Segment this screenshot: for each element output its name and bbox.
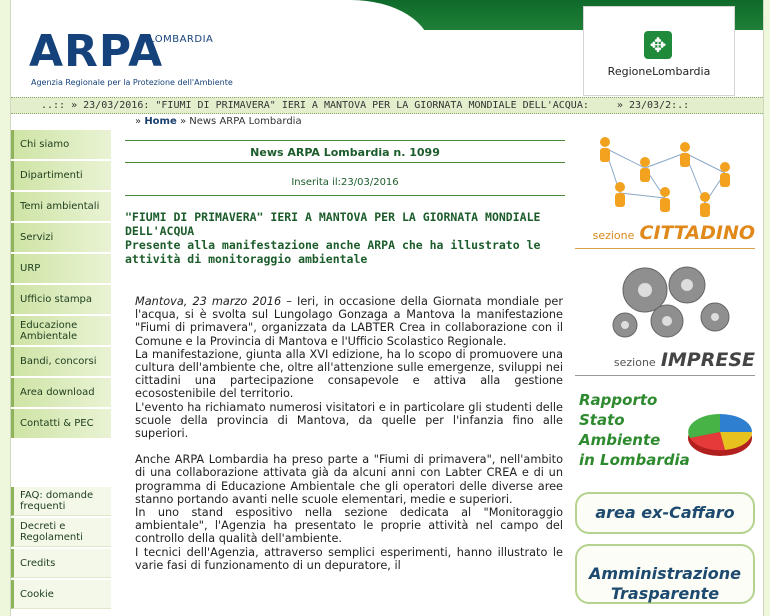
nav-bandi-concorsi[interactable]: Bandi, concorsi (11, 347, 111, 376)
nav-urp[interactable]: URP (11, 254, 111, 283)
paragraph-5: In uno stand espositivo nella sezione dedicata al "Monitoraggio ambientale", l'Agenzia ha presentato le proprie attività nel campo del controllo della qualità dell'ambiente. (135, 506, 563, 546)
nav-area-download[interactable]: Area download (11, 378, 111, 407)
sezione-imprese-banner[interactable] (575, 255, 755, 376)
logo-tagline: Agenzia Regionale per la Protezione dell'Ambiente (31, 78, 233, 87)
nav-educazione-ambientale[interactable]: Educazione Ambientale (11, 316, 111, 345)
nav-contatti-pec[interactable]: Contatti & PEC (11, 409, 111, 438)
paragraph-3: L'evento ha richiamato numerosi visitatori e in particolare gli studenti delle scuole della provincia di Mantova, da quelle per l'infanzia fino alle superiori. (135, 400, 563, 441)
nav-dipartimenti[interactable]: Dipartimenti (11, 161, 111, 190)
news-title: News ARPA Lombardia n. 1099 (125, 140, 565, 163)
rapporto-text: Rapporto Stato Ambiente in Lombardia (579, 391, 690, 469)
breadcrumb-sep: » (135, 116, 142, 127)
rosa-camuna-icon: ✥ (644, 31, 672, 59)
article (125, 140, 565, 572)
paragraph-2: La manifestazione, giunta alla XVI edizione, ha lo scopo di promuovere una cultura dell'ambiente che, oltre all'attenzione sulle emergenze, sviluppi nei cittadini una partecipazione consapevole e attiva alla gestione ecosostenibile del territorio. (135, 347, 563, 401)
arpa-logo[interactable] (29, 26, 233, 87)
imprese-caption: sezione IMPRESE (575, 349, 755, 376)
nav-temi-ambientali[interactable]: Temi ambientali (11, 192, 111, 221)
paragraph-4: Anche ARPA Lombardia ha preso parte a "Fiumi di primavera", nell'ambito di una collaborazione attivata già da alcuni anni con Labter CREA e di un programma di Educazione Ambientale che gli operatori delle diverse aree stanno portando avanti nelle scuole elementari, medie e superiori. (135, 453, 563, 506)
ticker-tail: » 23/03/2:.: (616, 100, 690, 111)
news-ticker[interactable] (11, 97, 763, 114)
divider (125, 195, 565, 196)
regione-lombardia-logo[interactable] (583, 6, 735, 96)
nav-decreti[interactable]: Decreti e Regolamenti (11, 518, 111, 547)
gears-icon (575, 255, 755, 345)
article-body (135, 295, 563, 572)
nav-chi-siamo[interactable]: Chi siamo (11, 130, 111, 159)
ex-caffaro-button[interactable]: area ex-Caffaro (575, 492, 755, 534)
breadcrumb (135, 116, 302, 127)
inserted-date: Inserita il:23/03/2016 (291, 177, 399, 188)
article-headline: "FIUMI DI PRIMAVERA" IERI A MANTOVA PER LA GIORNATA MONDIALE DELL'ACQUA (125, 210, 541, 238)
header (11, 0, 763, 98)
paragraph-lead: Mantova, 23 marzo 2016 (135, 295, 282, 308)
people-network-icon (575, 128, 755, 218)
nav-ufficio-stampa[interactable]: Ufficio stampa (11, 285, 111, 314)
right-column (575, 128, 755, 604)
ticker-text: ..:: » 23/03/2016: "FIUMI DI PRIMAVERA" IERI A MANTOVA PER LA GIORNATA MONDIALE DELL'ACQUA: (41, 100, 589, 111)
logo-wordmark: ARPA (29, 26, 164, 77)
paragraph-6: I tecnici dell'Agenzia, attraverso semplici esperimenti, hanno illustrato le varie fasi di funzionamento di un depuratore, il (135, 545, 563, 572)
secondary-nav (11, 487, 111, 611)
nav-faq[interactable]: FAQ: domande frequenti (11, 487, 111, 516)
nav-credits[interactable]: Credits (11, 549, 111, 578)
pie-chart-icon (685, 402, 755, 462)
left-nav (11, 130, 111, 440)
rapporto-stato-ambiente-banner[interactable] (575, 388, 755, 486)
region-name: RegioneLombardia (607, 65, 711, 78)
nav-cookie[interactable]: Cookie (11, 580, 111, 609)
article-subheadline: Presente alla manifestazione anche ARPA che ha illustrato le attività di monitoraggio ambientale (125, 238, 541, 266)
amministrazione-trasparente-button[interactable]: Amministrazione Trasparente (575, 544, 755, 604)
cittadino-caption: sezione CITTADINO (575, 222, 755, 249)
paragraph-1: Mantova, 23 marzo 2016 – Ieri, in occasione della Giornata mondiale per l'acqua, si è svolta sul Lungolago Gonzaga a Mantova la manifestazione "Fiumi di primavera", organizzata da LABTER Crea in collaborazione con il Comune e la Provincia di Mantova e l'Ufficio Scolastico Regionale. (135, 295, 563, 348)
logo-region: LOMBARDIA (149, 34, 214, 45)
nav-servizi[interactable]: Servizi (11, 223, 111, 252)
breadcrumb-current: » News ARPA Lombardia (179, 116, 302, 127)
breadcrumb-home[interactable]: Home (144, 116, 177, 127)
sezione-cittadino-banner[interactable] (575, 128, 755, 249)
page (10, 0, 764, 616)
